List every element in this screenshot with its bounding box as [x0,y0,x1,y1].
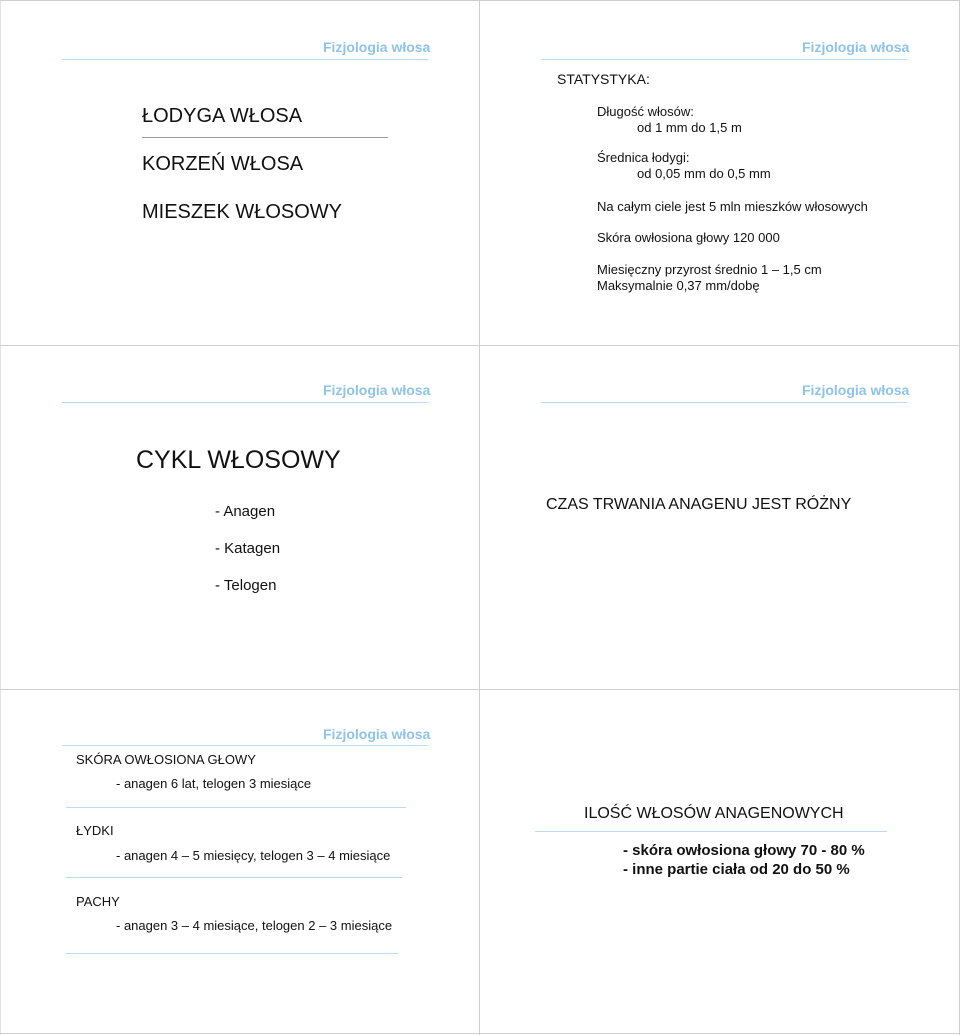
hair-length-value: od 1 mm do 1,5 m [637,120,742,135]
scalp-cycle-value: - anagen 6 lat, telogen 3 miesiące [116,776,312,791]
separator-rule [142,137,388,138]
slide-header-rule [541,59,907,60]
other-areas-anagen-percent: - inne partie ciała od 20 do 50 % [623,861,850,878]
slide-header: Fizjologia włosa [802,39,910,55]
slide-header-rule [62,745,428,746]
slide-header: Fizjologia włosa [323,39,431,55]
slide-2 [480,0,959,345]
hair-length-label: Długość włosów: [597,104,694,119]
slide-3 [0,345,479,690]
statistics-title: STATYSTYKA: [557,71,650,87]
hair-shaft-label: ŁODYGA WŁOSA [142,105,303,127]
slide-header: Fizjologia włosa [323,726,431,742]
slide-header-rule [541,402,907,403]
hair-cycle-title: CYKL WŁOSOWY [136,446,341,474]
separator-rule [66,807,406,808]
armpits-cycle-value: - anagen 3 – 4 miesiące, telogen 2 – 3 miesiące [116,918,393,933]
anagen-hair-count-title: ILOŚĆ WŁOSÓW ANAGENOWYCH [584,805,844,822]
phase-anagen: - Anagen [215,503,276,520]
separator-rule [66,877,402,878]
phase-telogen: - Telogen [215,577,277,594]
monthly-growth-text: Miesięczny przyrost średnio 1 – 1,5 cm [597,262,822,277]
slide-5 [0,689,479,1034]
slide-1 [0,0,479,345]
scalp-label: SKÓRA OWŁOSIONA GŁOWY [76,752,256,767]
slide-header: Fizjologia włosa [802,382,910,398]
separator-rule [535,831,887,832]
scalp-anagen-percent: - skóra owłosiona głowy 70 - 80 % [623,842,865,859]
max-growth-text: Maksymalnie 0,37 mm/dobę [597,278,760,293]
calves-cycle-value: - anagen 4 – 5 miesięcy, telogen 3 – 4 miesiące [116,848,391,863]
hair-root-label: KORZEŃ WŁOSA [142,153,304,175]
slide-6 [480,689,959,1034]
slide-header: Fizjologia włosa [323,382,431,398]
calves-label: ŁYDKI [76,823,114,838]
armpits-label: PACHY [76,894,120,909]
hair-follicle-label: MIESZEK WŁOSOWY [142,201,343,223]
separator-rule [66,953,398,954]
slide-4 [480,345,959,690]
body-follicles-text: Na całym ciele jest 5 mln mieszków włosowych [597,199,868,214]
scalp-count-text: Skóra owłosiona głowy 120 000 [597,230,780,245]
slide-header-rule [62,59,428,60]
shaft-diameter-value: od 0,05 mm do 0,5 mm [637,166,771,181]
shaft-diameter-label: Średnica łodygi: [597,150,690,165]
phase-katagen: - Katagen [215,540,281,557]
slide-header-rule [62,402,428,403]
anagen-duration-title: CZAS TRWANIA ANAGENU JEST RÓŻNY [546,496,852,513]
